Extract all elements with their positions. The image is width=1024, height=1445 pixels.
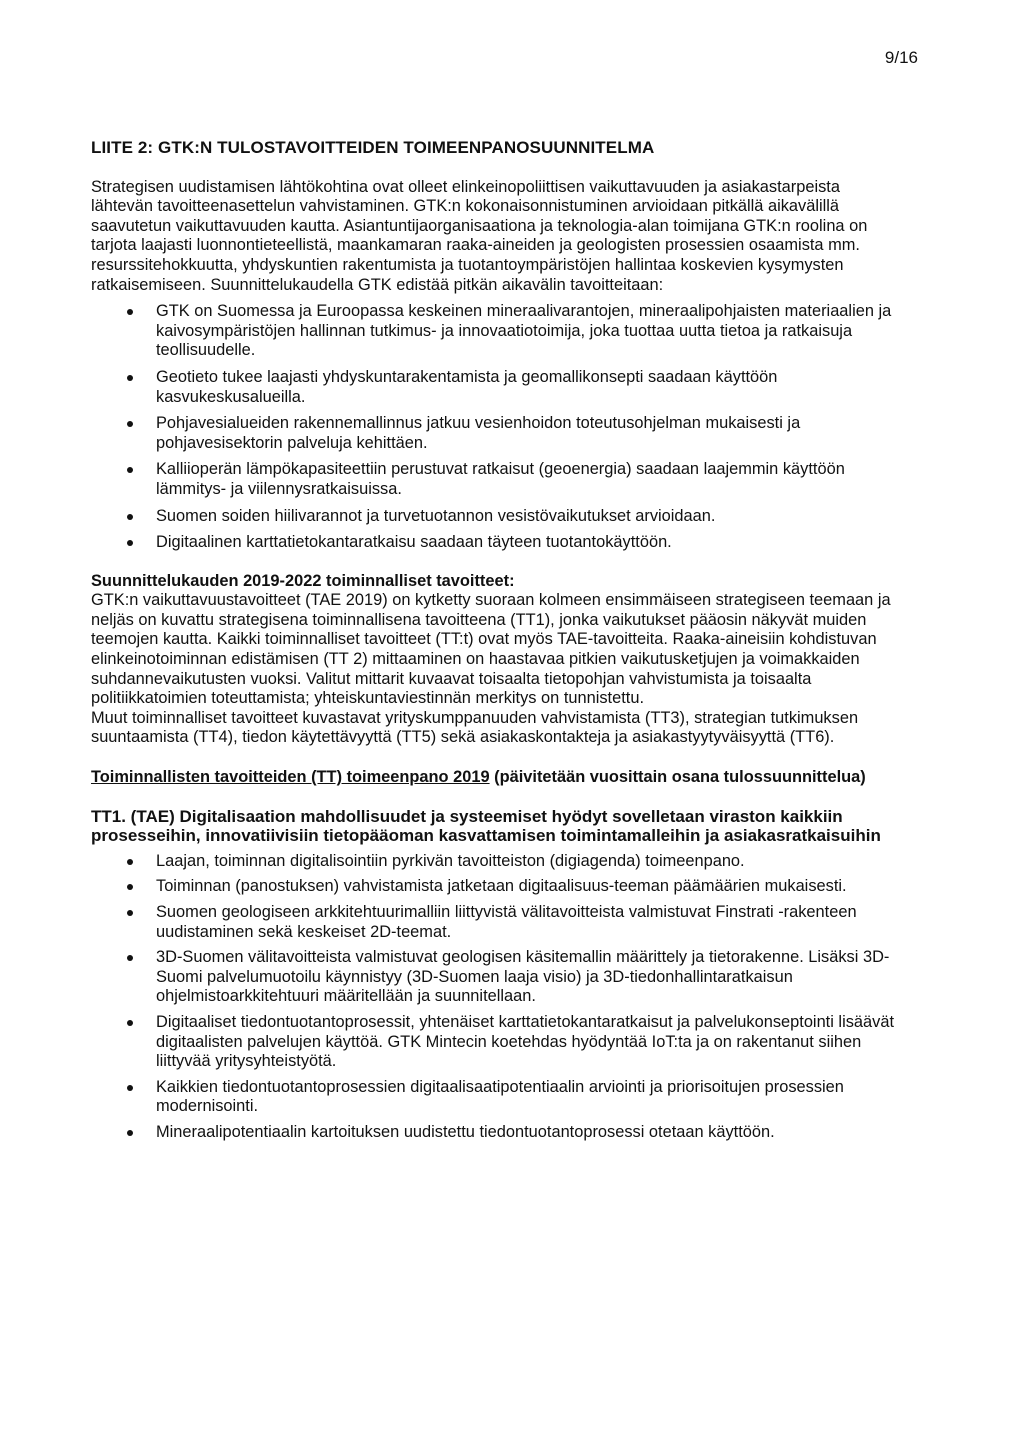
list-item: 3D-Suomen välitavoitteista valmistuvat geologisen käsitemallin määrittely ja tietorakenne. Lisäksi 3D-Suomi palvelumuotoilu käynnistyy (3D-Suomen laaja visio) ja 3D-tiedonhallintaratkaisun ohjelmistoarkkitehtuuri määritellään ja suunnitellaan.	[91, 948, 899, 1007]
other-goals-paragraph: Muut toiminnalliset tavoitteet kuvastavat yrityskumppanuuden vahvistamista (TT3), strategian tutkimuksen suuntaamista (TT4), tiedon käytettävyyttä (TT5) sekä asiakaskontakteja ja asiakastyytyväisyyttä (TT6).	[91, 708, 859, 747]
document-title: LIITE 2: GTK:N TULOSTAVOITTEIDEN TOIMEENPANOSUUNNITELMA	[91, 138, 655, 157]
implementation-heading	[91, 768, 899, 788]
intro-paragraph: Strategisen uudistamisen lähtökohtina ovat olleet elinkeinopoliittisen vaikuttavuuden ja asiakastarpeista lähtevän tavoitteenasettelun vahvistaminen. GTK:n kokonaisonnistuminen arvioidaan pitkällä aikavälillä saavutetun vaikuttavuuden kautta. Asiantuntijaorganisaationa ja teknologia-alan toimijana GTK:n roolina on tarjota laajasti luonnontieteellistä, maankamaran raaka-aineiden ja geologisten prosessien osaamista mm. resurssitehokkuutta, yhdyskuntien rakentumista ja tuotantoympäristöjen hallintaa koskevien kysymysten ratkaisemiseen. Suunnittelukaudella GTK edistää pitkän aikavälin tavoitteitaan:	[91, 177, 868, 294]
long-term-goals-list	[91, 302, 899, 553]
list-item: Digitaalinen karttatietokantaratkaisu saadaan täyteen tuotantokäyttöön.	[91, 533, 899, 553]
list-item: Digitaaliset tiedontuotantoprosessit, yhtenäiset karttatietokantaratkaisut ja palvelukonseptointi lisäävät digitaalisten palvelujen käyttöä. GTK Mintecin koetehdas hyödyntää IoT:ta ja on rakentanut siihen liittyvää yritysyhteistyötä.	[91, 1013, 899, 1072]
implementation-heading-note: (päivitetään vuosittain osana tulossuunnittelua)	[489, 768, 866, 787]
list-item: Kalliioperän lämpökapasiteettiin perustuvat ratkaisut (geoenergia) saadaan laajemmin käyttöön lämmitys- ja viilennysratkaisuissa.	[91, 460, 899, 499]
list-item: GTK on Suomessa ja Euroopassa keskeinen mineraalivarantojen, mineraalipohjaisten materiaalien ja kaivosympäristöjen hallinnan tutkimus- ja innovaatiotoimija, joka tuottaa uutta tietoa ja ratkaisuja teollisuudelle.	[91, 302, 899, 361]
tt1-list	[91, 852, 899, 1143]
page-number: 9/16	[884, 48, 918, 67]
list-item: Geotieto tukee laajasti yhdyskuntarakentamista ja geomallikonsepti saadaan käyttöön kasvukeskusalueilla.	[91, 368, 899, 407]
list-item: Mineraalipotentiaalin kartoituksen uudistettu tiedontuotantoprosessi otetaan käyttöön.	[91, 1123, 899, 1143]
tt1-heading: TT1. (TAE) Digitalisaation mahdollisuudet ja systeemiset hyödyt sovelletaan viraston kaikkiin prosesseihin, innovatiivisiin tietopääoman kasvattamisen toimintamalleihin ja asiakasratkaisuihin	[91, 806, 881, 846]
operational-goals-heading: Suunnittelukauden 2019-2022 toiminnalliset tavoitteet:	[91, 571, 515, 590]
list-item: Kaikkien tiedontuotantoprosessien digitaalisaatipotentiaalin arviointi ja priorisoitujen prosessien modernisointi.	[91, 1078, 899, 1117]
list-item: Laajan, toiminnan digitalisointiin pyrkivän tavoitteiston (digiagenda) toimeenpano.	[91, 852, 899, 872]
list-item: Suomen soiden hiilivarannot ja turvetuotannon vesistövaikutukset arvioidaan.	[91, 507, 899, 527]
list-item: Toiminnan (panostuksen) vahvistamista jatketaan digitaalisuus-teeman päämäärien mukaisesti.	[91, 877, 899, 897]
list-item: Pohjavesialueiden rakennemallinnus jatkuu vesienhoidon toteutusohjelman mukaisesti ja pohjavesisektorin palveluja kehittäen.	[91, 414, 899, 453]
implementation-heading-underlined: Toiminnallisten tavoitteiden (TT) toimeenpano 2019	[91, 768, 490, 787]
list-item: Suomen geologiseen arkkitehtuurimalliin liittyvistä välitavoitteista valmistuvat Finstrati -rakenteen uudistaminen sekä keskeiset 2D-teemat.	[91, 903, 899, 942]
operational-goals-paragraph: GTK:n vaikuttavuustavoitteet (TAE 2019) on kytketty suoraan kolmeen ensimmäiseen strategiseen teemaan ja neljäs on kuvattu strategisena toiminnallisena tavoitteena (TT1), jonka vaikutukset pääosin näkyvät muiden teemojen kautta. Kaikki toiminnalliset tavoitteet (TT:t) ovat myös TAE-tavoitteita. Raaka-aineisiin kohdistuvan elinkeinotoiminnan edistämisen (TT 2) mittaaminen on haastavaa pitkien vaikutusketjujen ja voimakkaiden suhdannevaikutusten vuoksi. Valitut mittarit kuvaavat toisaalta tietopohjan vahvistumista ja toisaalta politiikkatoimien toteuttamista; yhteiskuntaviestinnän merkitys on tunnistettu.	[91, 591, 891, 708]
document-body	[91, 138, 899, 1143]
